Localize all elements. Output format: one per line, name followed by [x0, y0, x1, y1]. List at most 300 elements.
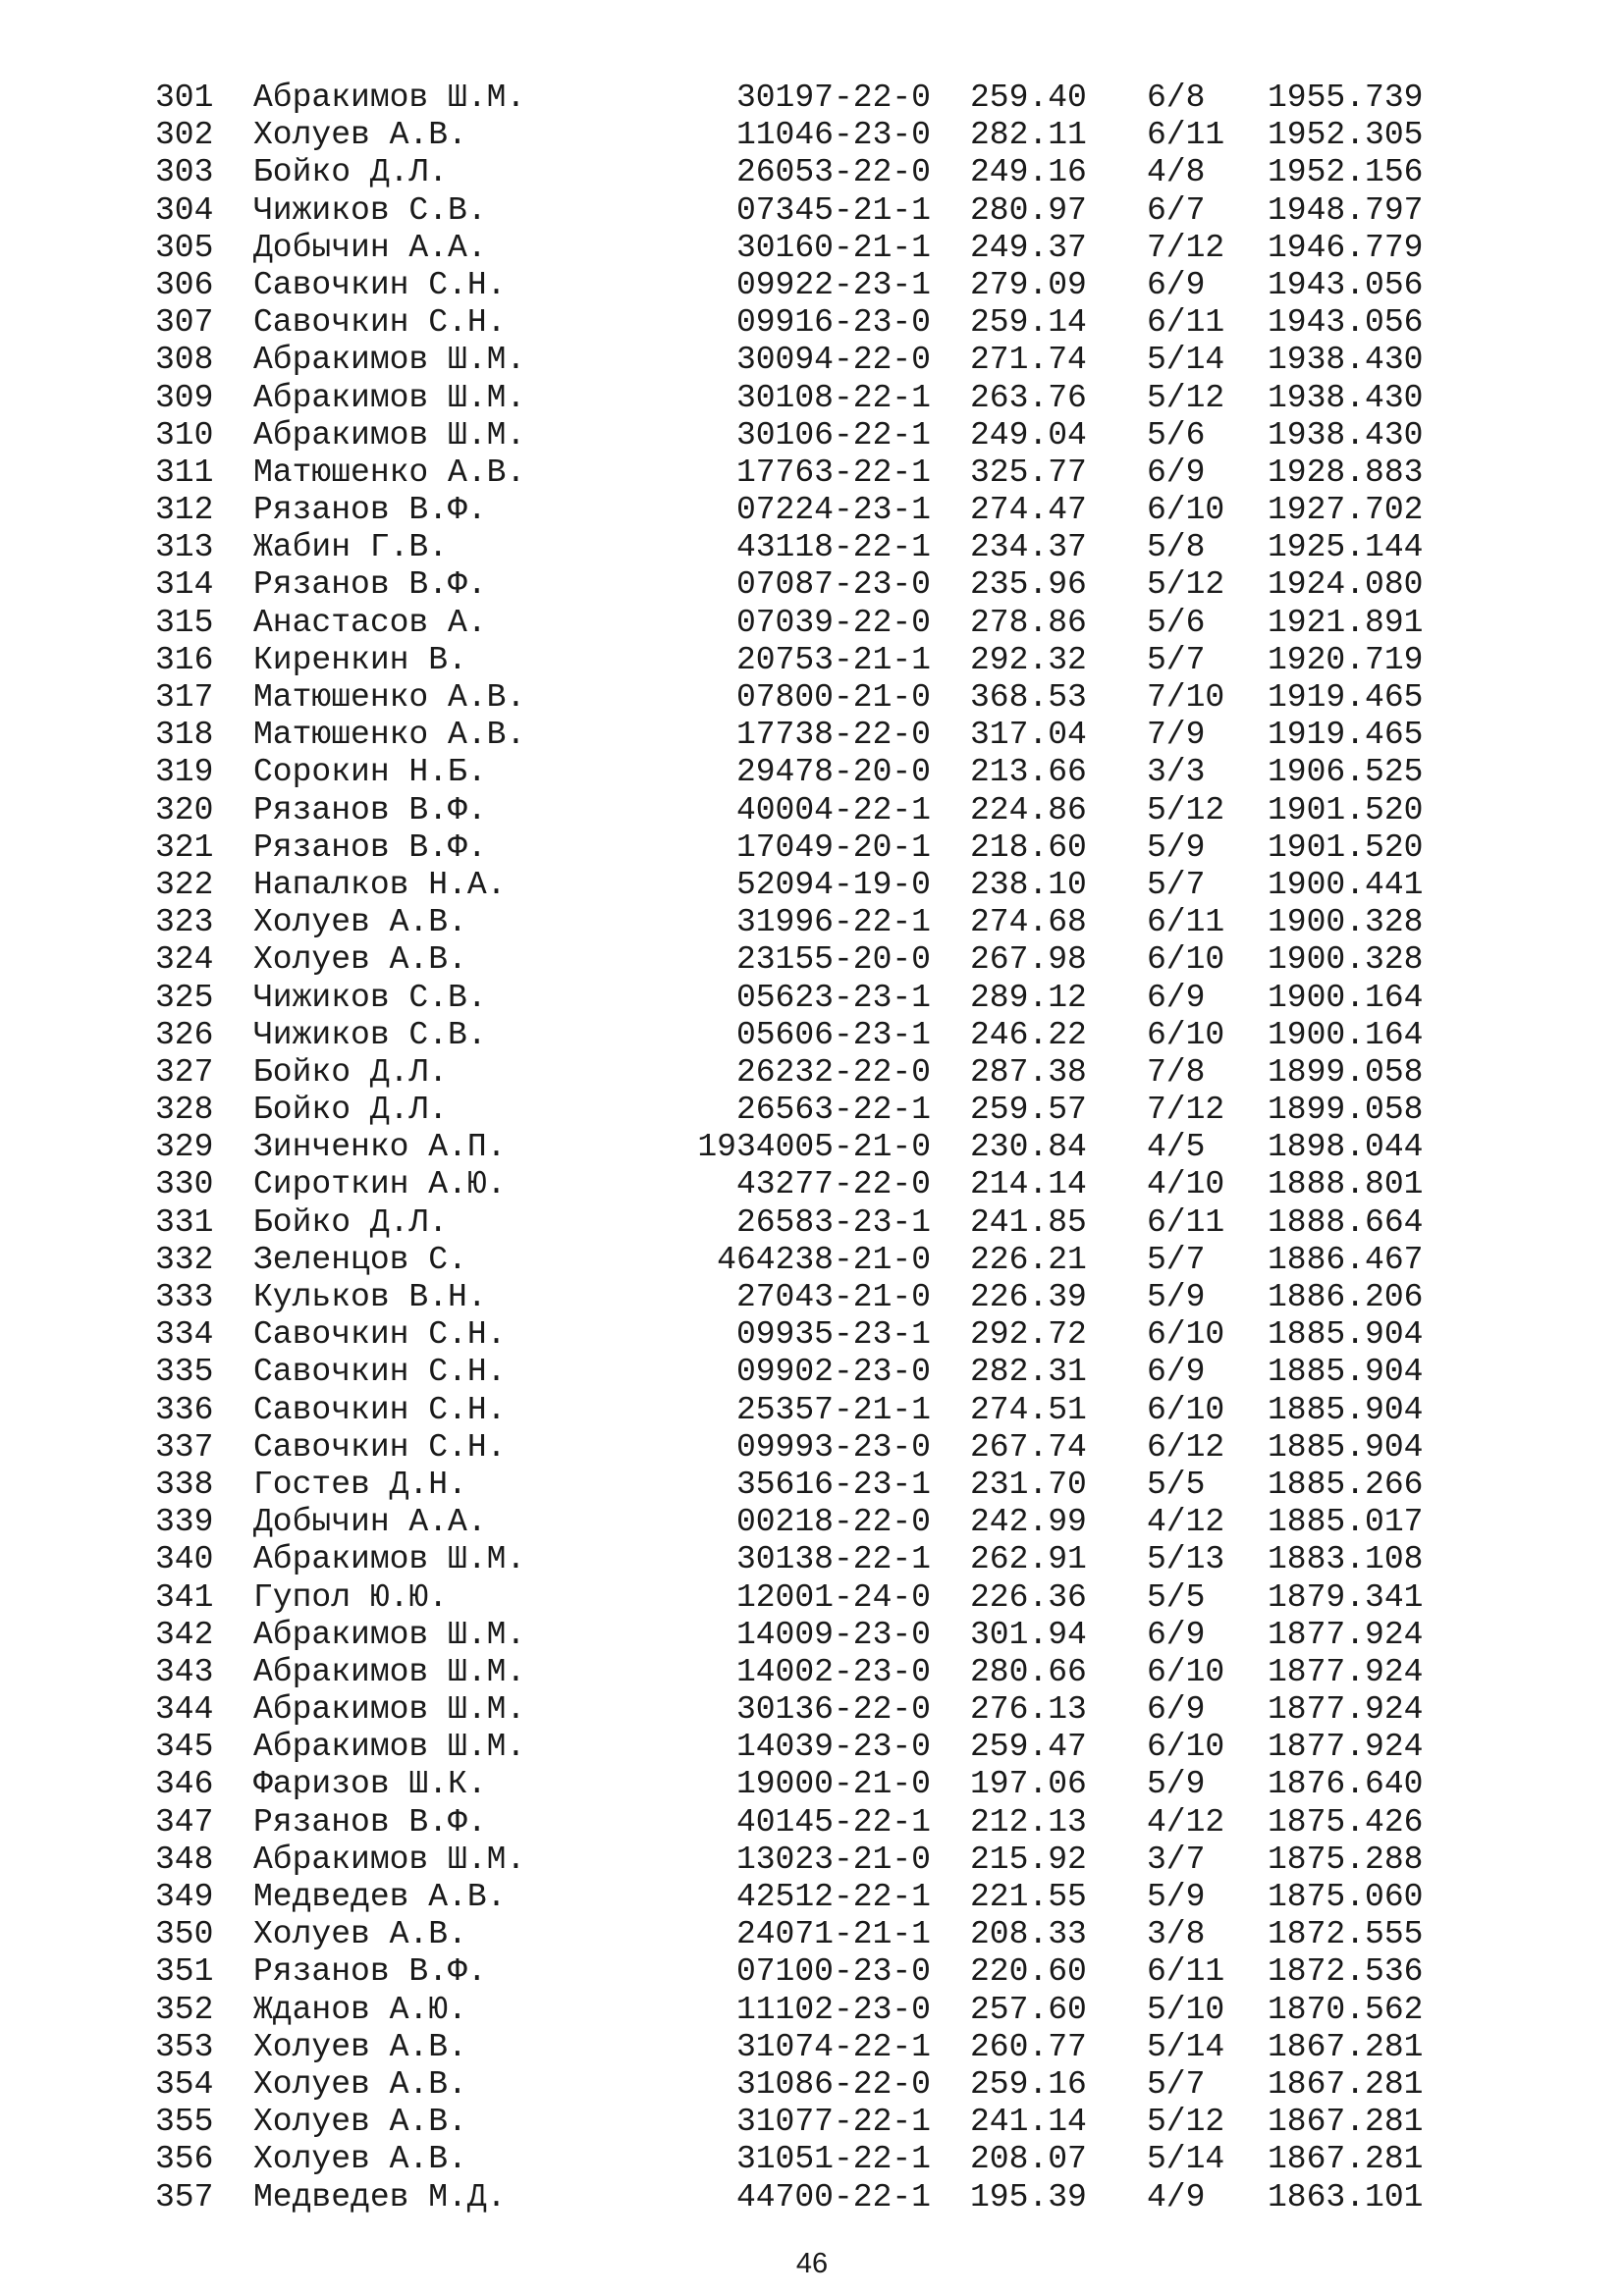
code-cell: 30108-22-1 — [735, 379, 931, 416]
score-cell: 1920.719 — [1268, 641, 1424, 678]
value-cell: 235.96 — [970, 566, 1087, 604]
code-cell: 07039-22-0 — [735, 604, 931, 641]
value-cell: 197.06 — [970, 1766, 1087, 1803]
fraction-cell: 6/10 — [1147, 1391, 1225, 1428]
page-number: 46 — [795, 2248, 829, 2279]
fraction-cell: 4/8 — [1147, 154, 1206, 191]
table-row — [0, 1804, 1624, 1842]
table-row — [0, 1953, 1624, 1991]
score-cell: 1952.305 — [1268, 117, 1424, 154]
fraction-cell: 6/11 — [1147, 1203, 1225, 1241]
code-cell: 1934005-21-0 — [697, 1129, 931, 1166]
code-cell: 14039-23-0 — [735, 1729, 931, 1766]
fraction-cell: 5/6 — [1147, 416, 1206, 454]
fraction-cell: 7/12 — [1147, 1092, 1225, 1129]
table-row — [0, 1729, 1624, 1766]
name-cell: Анастасов А. — [253, 604, 487, 641]
name-cell: Бойко Д.Л. — [253, 1053, 449, 1091]
code-cell: 00218-22-0 — [735, 1504, 931, 1541]
fraction-cell: 5/13 — [1147, 1541, 1225, 1578]
table-row — [0, 1017, 1624, 1054]
name-cell: Рязанов В.Ф. — [253, 828, 487, 866]
score-cell: 1938.430 — [1268, 379, 1424, 416]
rank-cell: 352 — [155, 1991, 214, 2028]
table-row — [0, 529, 1624, 566]
table-row — [0, 679, 1624, 717]
name-cell: Рязанов В.Ф. — [253, 1803, 487, 1841]
code-cell: 05623-23-1 — [735, 979, 931, 1016]
table-row — [0, 454, 1624, 492]
table-row — [0, 1579, 1624, 1617]
table-row — [0, 342, 1624, 379]
name-cell: Напалков Н.А. — [253, 866, 507, 903]
name-cell: Абракимов Ш.М. — [253, 1616, 526, 1653]
value-cell: 218.60 — [970, 828, 1087, 866]
score-cell: 1900.164 — [1268, 1016, 1424, 1053]
name-cell: Зеленцов С. — [253, 1241, 467, 1278]
code-cell: 07800-21-0 — [735, 679, 931, 716]
code-cell: 23155-20-0 — [735, 941, 931, 979]
table-row — [0, 1092, 1624, 1129]
name-cell: Абракимов Ш.М. — [253, 342, 526, 379]
fraction-cell: 5/9 — [1147, 1766, 1206, 1803]
fraction-cell: 4/12 — [1147, 1504, 1225, 1541]
rank-cell: 328 — [155, 1092, 214, 1129]
name-cell: Сорокин Н.Б. — [253, 754, 487, 791]
table-row — [0, 941, 1624, 979]
table-row — [0, 1766, 1624, 1803]
rank-cell: 315 — [155, 604, 214, 641]
table-row — [0, 2104, 1624, 2141]
name-cell: Медведев М.Д. — [253, 2178, 507, 2216]
score-cell: 1877.924 — [1268, 1653, 1424, 1690]
fraction-cell: 6/11 — [1147, 1953, 1225, 1991]
rank-cell: 357 — [155, 2178, 214, 2216]
code-cell: 26053-22-0 — [735, 154, 931, 191]
fraction-cell: 5/9 — [1147, 1879, 1206, 1915]
rank-cell: 308 — [155, 342, 214, 379]
score-cell: 1875.060 — [1268, 1879, 1424, 1915]
score-cell: 1928.883 — [1268, 454, 1424, 491]
value-cell: 241.14 — [970, 2104, 1087, 2141]
score-cell: 1867.281 — [1268, 2028, 1424, 2065]
value-cell: 282.31 — [970, 1354, 1087, 1391]
code-cell: 31051-22-1 — [735, 2141, 931, 2178]
fraction-cell: 6/9 — [1147, 1616, 1206, 1653]
code-cell: 17049-20-1 — [735, 828, 931, 866]
value-cell: 276.13 — [970, 1691, 1087, 1729]
code-cell: 11046-23-0 — [735, 117, 931, 154]
table-row — [0, 192, 1624, 230]
score-cell: 1888.664 — [1268, 1203, 1424, 1241]
code-cell: 43118-22-1 — [735, 529, 931, 566]
rank-cell: 334 — [155, 1316, 214, 1354]
value-cell: 259.14 — [970, 304, 1087, 342]
value-cell: 221.55 — [970, 1879, 1087, 1915]
table-row — [0, 717, 1624, 754]
score-cell: 1885.904 — [1268, 1391, 1424, 1428]
name-cell: Холуев А.В. — [253, 2104, 467, 2141]
score-cell: 1946.779 — [1268, 229, 1424, 266]
table-row — [0, 829, 1624, 867]
fraction-cell: 5/5 — [1147, 1466, 1206, 1503]
code-cell: 26583-23-1 — [735, 1203, 931, 1241]
score-cell: 1885.266 — [1268, 1466, 1424, 1503]
score-cell: 1901.520 — [1268, 828, 1424, 866]
table-row — [0, 1429, 1624, 1467]
score-cell: 1925.144 — [1268, 529, 1424, 566]
table-row — [0, 2066, 1624, 2104]
value-cell: 249.37 — [970, 229, 1087, 266]
score-cell: 1952.156 — [1268, 154, 1424, 191]
table-row — [0, 492, 1624, 529]
code-cell: 30094-22-0 — [735, 342, 931, 379]
name-cell: Сироткин А.Ю. — [253, 1166, 507, 1203]
value-cell: 234.37 — [970, 529, 1087, 566]
value-cell: 280.97 — [970, 191, 1087, 229]
table-row — [0, 304, 1624, 342]
rank-cell: 346 — [155, 1766, 214, 1803]
value-cell: 289.12 — [970, 979, 1087, 1016]
name-cell: Киренкин В. — [253, 641, 467, 678]
code-cell: 30197-22-0 — [735, 80, 931, 116]
code-cell: 40004-22-1 — [735, 791, 931, 828]
rank-cell: 351 — [155, 1953, 214, 1991]
rank-cell: 323 — [155, 904, 214, 941]
code-cell: 44700-22-1 — [735, 2178, 931, 2216]
rank-cell: 338 — [155, 1466, 214, 1503]
name-cell: Чижиков С.В. — [253, 191, 487, 229]
score-cell: 1901.520 — [1268, 791, 1424, 828]
code-cell: 27043-21-0 — [735, 1279, 931, 1315]
name-cell: Савочкин С.Н. — [253, 1428, 507, 1466]
value-cell: 259.16 — [970, 2065, 1087, 2103]
code-cell: 07224-23-1 — [735, 492, 931, 529]
value-cell: 208.33 — [970, 1916, 1087, 1953]
table-row — [0, 1392, 1624, 1429]
fraction-cell: 7/9 — [1147, 717, 1206, 754]
score-cell: 1877.924 — [1268, 1616, 1424, 1653]
score-cell: 1872.555 — [1268, 1916, 1424, 1953]
fraction-cell: 7/8 — [1147, 1053, 1206, 1091]
name-cell: Холуев А.В. — [253, 2141, 467, 2178]
name-cell: Рязанов В.Ф. — [253, 1953, 487, 1991]
fraction-cell: 6/10 — [1147, 1016, 1225, 1053]
score-cell: 1900.328 — [1268, 904, 1424, 941]
value-cell: 262.91 — [970, 1541, 1087, 1578]
table-row — [0, 117, 1624, 154]
score-cell: 1900.441 — [1268, 866, 1424, 903]
table-row — [0, 792, 1624, 829]
table-row — [0, 605, 1624, 642]
name-cell: Фаризов Ш.К. — [253, 1766, 487, 1803]
fraction-cell: 4/10 — [1147, 1166, 1225, 1203]
name-cell: Холуев А.В. — [253, 1916, 467, 1953]
value-cell: 301.94 — [970, 1616, 1087, 1653]
code-cell: 26232-22-0 — [735, 1053, 931, 1091]
rank-cell: 324 — [155, 941, 214, 979]
name-cell: Холуев А.В. — [253, 2065, 467, 2103]
fraction-cell: 6/11 — [1147, 117, 1225, 154]
rank-cell: 303 — [155, 154, 214, 191]
name-cell: Добычин А.А. — [253, 1504, 487, 1541]
rank-cell: 347 — [155, 1803, 214, 1841]
value-cell: 274.51 — [970, 1391, 1087, 1428]
value-cell: 241.85 — [970, 1203, 1087, 1241]
code-cell: 20753-21-1 — [735, 641, 931, 678]
table-row — [0, 1242, 1624, 1279]
score-cell: 1885.017 — [1268, 1504, 1424, 1541]
rank-cell: 350 — [155, 1916, 214, 1953]
rank-cell: 307 — [155, 304, 214, 342]
fraction-cell: 6/10 — [1147, 1653, 1225, 1690]
rank-cell: 318 — [155, 717, 214, 754]
value-cell: 259.40 — [970, 80, 1087, 116]
fraction-cell: 5/9 — [1147, 828, 1206, 866]
rank-cell: 353 — [155, 2028, 214, 2065]
fraction-cell: 4/9 — [1147, 2178, 1206, 2216]
rank-cell: 301 — [155, 80, 214, 116]
name-cell: Гостев Д.Н. — [253, 1466, 467, 1503]
rank-cell: 332 — [155, 1241, 214, 1278]
value-cell: 242.99 — [970, 1504, 1087, 1541]
score-cell: 1943.056 — [1268, 266, 1424, 303]
score-cell: 1877.924 — [1268, 1691, 1424, 1729]
fraction-cell: 6/12 — [1147, 1428, 1225, 1466]
rank-cell: 330 — [155, 1166, 214, 1203]
code-cell: 25357-21-1 — [735, 1391, 931, 1428]
name-cell: Абракимов Ш.М. — [253, 379, 526, 416]
value-cell: 249.16 — [970, 154, 1087, 191]
fraction-cell: 3/3 — [1147, 754, 1206, 791]
name-cell: Кульков В.Н. — [253, 1279, 487, 1315]
score-cell: 1870.562 — [1268, 1991, 1424, 2028]
name-cell: Савочкин С.Н. — [253, 1354, 507, 1391]
value-cell: 259.47 — [970, 1729, 1087, 1766]
name-cell: Бойко Д.Л. — [253, 154, 449, 191]
value-cell: 231.70 — [970, 1466, 1087, 1503]
code-cell: 07345-21-1 — [735, 191, 931, 229]
score-cell: 1886.467 — [1268, 1241, 1424, 1278]
rank-cell: 354 — [155, 2065, 214, 2103]
name-cell: Рязанов В.Ф. — [253, 492, 487, 529]
value-cell: 325.77 — [970, 454, 1087, 491]
value-cell: 259.57 — [970, 1092, 1087, 1129]
value-cell: 213.66 — [970, 754, 1087, 791]
table-row — [0, 1279, 1624, 1316]
rank-cell: 333 — [155, 1279, 214, 1315]
table-row — [0, 980, 1624, 1017]
score-cell: 1900.328 — [1268, 941, 1424, 979]
rank-cell: 321 — [155, 828, 214, 866]
fraction-cell: 6/8 — [1147, 80, 1206, 116]
value-cell: 292.72 — [970, 1316, 1087, 1354]
name-cell: Матюшенко А.В. — [253, 717, 526, 754]
code-cell: 09902-23-0 — [735, 1354, 931, 1391]
score-cell: 1888.801 — [1268, 1166, 1424, 1203]
rank-cell: 306 — [155, 266, 214, 303]
value-cell: 278.86 — [970, 604, 1087, 641]
score-cell: 1883.108 — [1268, 1541, 1424, 1578]
table-row — [0, 1504, 1624, 1541]
rank-cell: 340 — [155, 1541, 214, 1578]
name-cell: Матюшенко А.В. — [253, 454, 526, 491]
value-cell: 220.60 — [970, 1953, 1087, 1991]
name-cell: Холуев А.В. — [253, 941, 467, 979]
rank-cell: 314 — [155, 566, 214, 604]
value-cell: 279.09 — [970, 266, 1087, 303]
rank-cell: 349 — [155, 1879, 214, 1915]
score-cell: 1875.288 — [1268, 1841, 1424, 1878]
rank-cell: 348 — [155, 1841, 214, 1878]
name-cell: Савочкин С.Н. — [253, 304, 507, 342]
name-cell: Чижиков С.В. — [253, 979, 487, 1016]
name-cell: Холуев А.В. — [253, 2028, 467, 2065]
table-row — [0, 80, 1624, 117]
fraction-cell: 3/7 — [1147, 1841, 1206, 1878]
code-cell: 05606-23-1 — [735, 1016, 931, 1053]
table-row — [0, 2141, 1624, 2178]
value-cell: 238.10 — [970, 866, 1087, 903]
name-cell: Бойко Д.Л. — [253, 1203, 449, 1241]
rank-cell: 345 — [155, 1729, 214, 1766]
code-cell: 31086-22-0 — [735, 2065, 931, 2103]
name-cell: Савочкин С.Н. — [253, 266, 507, 303]
name-cell: Холуев А.В. — [253, 904, 467, 941]
table-row — [0, 642, 1624, 679]
score-cell: 1921.891 — [1268, 604, 1424, 641]
table-row — [0, 1166, 1624, 1203]
rank-cell: 325 — [155, 979, 214, 1016]
fraction-cell: 5/10 — [1147, 1991, 1225, 2028]
name-cell: Зинченко А.П. — [253, 1129, 507, 1166]
code-cell: 09935-23-1 — [735, 1316, 931, 1354]
score-cell: 1872.536 — [1268, 1953, 1424, 1991]
score-cell: 1899.058 — [1268, 1053, 1424, 1091]
value-cell: 230.84 — [970, 1129, 1087, 1166]
value-cell: 317.04 — [970, 717, 1087, 754]
rank-cell: 339 — [155, 1504, 214, 1541]
table-row — [0, 1541, 1624, 1578]
rank-cell: 317 — [155, 679, 214, 716]
code-cell: 14009-23-0 — [735, 1616, 931, 1653]
score-cell: 1863.101 — [1268, 2178, 1424, 2216]
code-cell: 17763-22-1 — [735, 454, 931, 491]
score-cell: 1948.797 — [1268, 191, 1424, 229]
code-cell: 07087-23-0 — [735, 566, 931, 604]
name-cell: Гупол Ю.Ю. — [253, 1578, 449, 1616]
rank-cell: 322 — [155, 866, 214, 903]
table-row — [0, 867, 1624, 904]
rank-cell: 311 — [155, 454, 214, 491]
fraction-cell: 6/9 — [1147, 979, 1206, 1016]
rank-cell: 327 — [155, 1053, 214, 1091]
table-row — [0, 267, 1624, 304]
value-cell: 249.04 — [970, 416, 1087, 454]
fraction-cell: 6/9 — [1147, 1691, 1206, 1729]
value-cell: 280.66 — [970, 1653, 1087, 1690]
value-cell: 226.39 — [970, 1279, 1087, 1315]
rank-cell: 329 — [155, 1129, 214, 1166]
code-cell: 43277-22-0 — [735, 1166, 931, 1203]
table-row — [0, 380, 1624, 417]
value-cell: 212.13 — [970, 1803, 1087, 1841]
table-row — [0, 1916, 1624, 1953]
value-cell: 246.22 — [970, 1016, 1087, 1053]
rank-cell: 343 — [155, 1653, 214, 1690]
fraction-cell: 6/10 — [1147, 1729, 1225, 1766]
value-cell: 208.07 — [970, 2141, 1087, 2178]
rank-cell: 304 — [155, 191, 214, 229]
rank-cell: 344 — [155, 1691, 214, 1729]
rank-cell: 355 — [155, 2104, 214, 2141]
table-row — [0, 417, 1624, 454]
table-row — [0, 1842, 1624, 1879]
table-row — [0, 1617, 1624, 1654]
value-cell: 274.47 — [970, 492, 1087, 529]
value-cell: 282.11 — [970, 117, 1087, 154]
fraction-cell: 5/7 — [1147, 866, 1206, 903]
fraction-cell: 5/7 — [1147, 641, 1206, 678]
value-cell: 224.86 — [970, 791, 1087, 828]
name-cell: Абракимов Ш.М. — [253, 80, 526, 116]
name-cell: Рязанов В.Ф. — [253, 791, 487, 828]
code-cell: 30160-21-1 — [735, 229, 931, 266]
table-row — [0, 1316, 1624, 1354]
rank-cell: 309 — [155, 379, 214, 416]
fraction-cell: 6/9 — [1147, 454, 1206, 491]
rank-cell: 341 — [155, 1578, 214, 1616]
code-cell: 42512-22-1 — [735, 1879, 931, 1915]
name-cell: Абракимов Ш.М. — [253, 416, 526, 454]
code-cell: 09922-23-1 — [735, 266, 931, 303]
fraction-cell: 5/7 — [1147, 2065, 1206, 2103]
score-cell: 1898.044 — [1268, 1129, 1424, 1166]
rank-cell: 337 — [155, 1428, 214, 1466]
rank-cell: 316 — [155, 641, 214, 678]
code-cell: 11102-23-0 — [735, 1991, 931, 2028]
fraction-cell: 5/14 — [1147, 2028, 1225, 2065]
value-cell: 292.32 — [970, 641, 1087, 678]
score-cell: 1919.465 — [1268, 679, 1424, 716]
value-cell: 195.39 — [970, 2178, 1087, 2216]
code-cell: 17738-22-0 — [735, 717, 931, 754]
code-cell: 24071-21-1 — [735, 1916, 931, 1953]
value-cell: 267.74 — [970, 1428, 1087, 1466]
code-cell: 31996-22-1 — [735, 904, 931, 941]
rank-cell: 326 — [155, 1016, 214, 1053]
score-cell: 1885.904 — [1268, 1316, 1424, 1354]
rank-cell: 313 — [155, 529, 214, 566]
score-cell: 1867.281 — [1268, 2104, 1424, 2141]
rank-cell: 356 — [155, 2141, 214, 2178]
rank-cell: 320 — [155, 791, 214, 828]
name-cell: Абракимов Ш.М. — [253, 1729, 526, 1766]
rank-cell: 331 — [155, 1203, 214, 1241]
fraction-cell: 5/14 — [1147, 342, 1225, 379]
table-row — [0, 1467, 1624, 1504]
code-cell: 09993-23-0 — [735, 1428, 931, 1466]
code-cell: 35616-23-1 — [735, 1466, 931, 1503]
code-cell: 12001-24-0 — [735, 1578, 931, 1616]
code-cell: 30138-22-1 — [735, 1541, 931, 1578]
score-cell: 1938.430 — [1268, 416, 1424, 454]
fraction-cell: 5/8 — [1147, 529, 1206, 566]
fraction-cell: 5/5 — [1147, 1578, 1206, 1616]
score-cell: 1875.426 — [1268, 1803, 1424, 1841]
table-row — [0, 1354, 1624, 1391]
fraction-cell: 5/7 — [1147, 1241, 1206, 1278]
